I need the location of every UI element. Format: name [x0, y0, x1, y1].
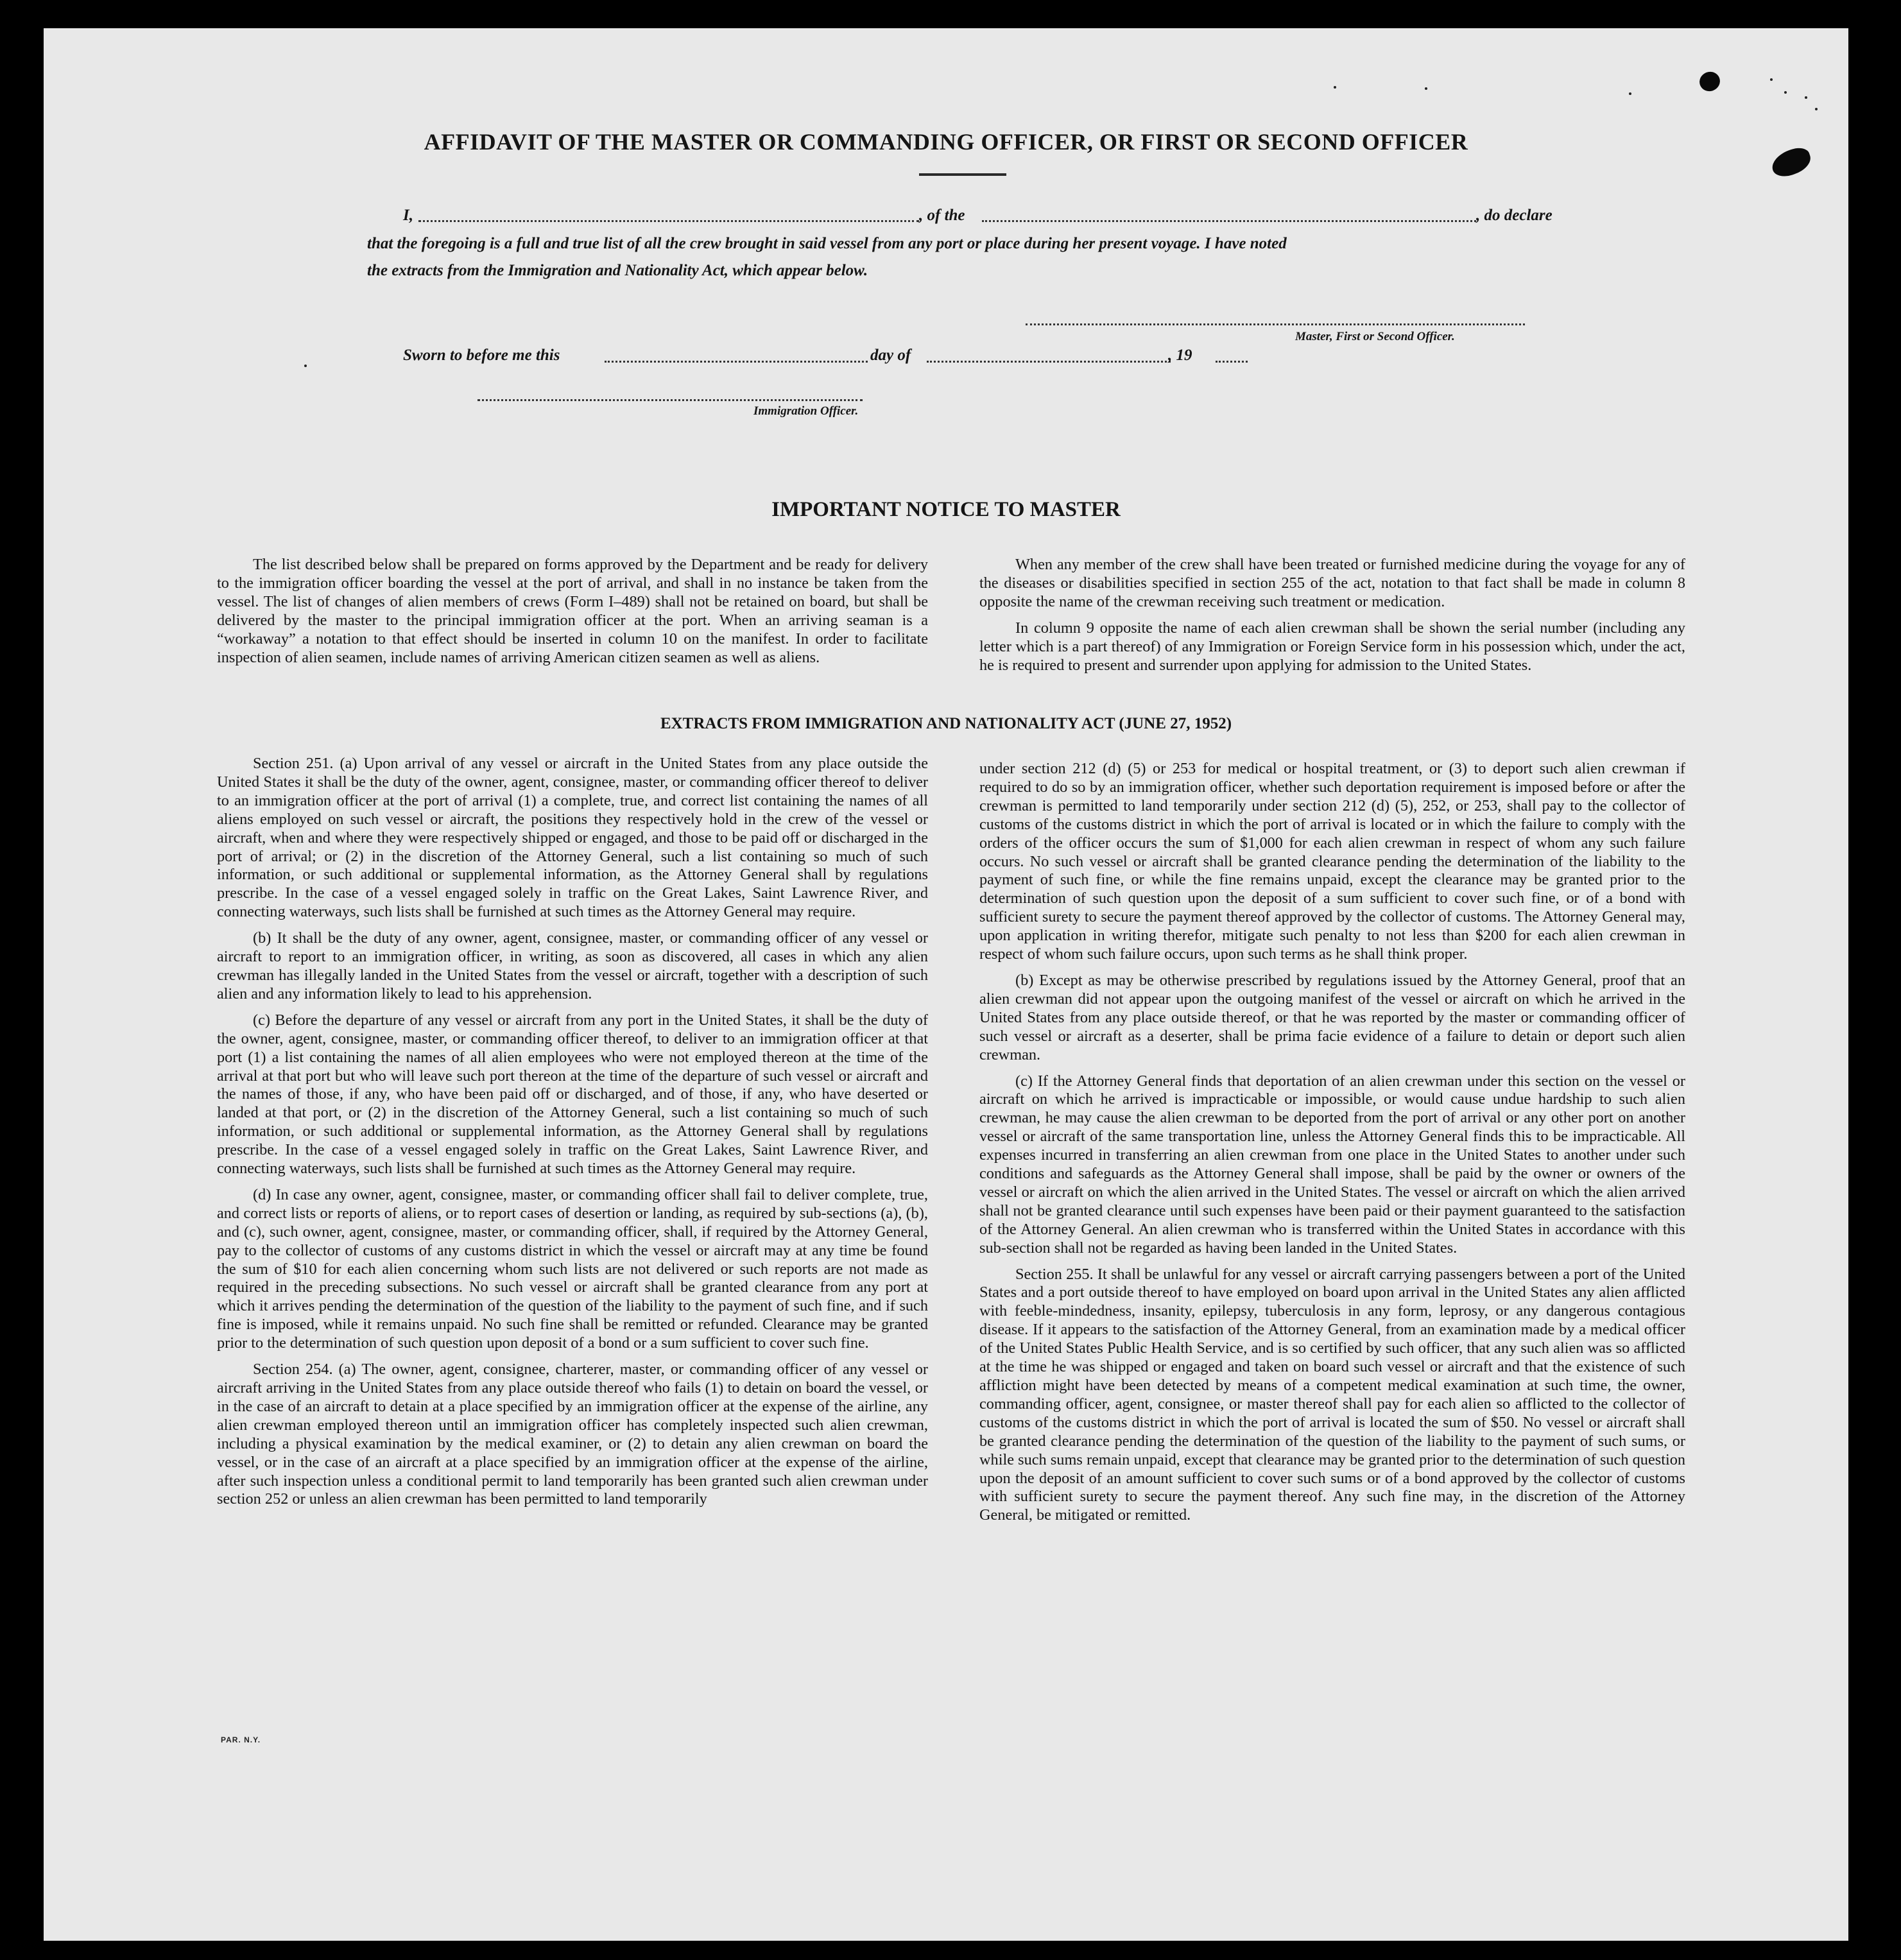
master-signature-label: Master, First or Second Officer. — [1295, 330, 1455, 343]
day-of-label: day of — [870, 347, 911, 364]
notice-paragraph: When any member of the crew shall have been treated or furnished medicine during the voyage for any of the diseases or disabilities specified in section 255 of the act, notation to that fact shall be made in column 8 opposite the name of the crewman receiving such treatment or medication. — [979, 556, 1685, 610]
declare-i-label: I, — [403, 207, 413, 224]
ink-speck — [1334, 86, 1336, 89]
year-label: , 19 — [1168, 347, 1192, 364]
ink-speck — [1770, 78, 1773, 81]
notice-title: IMPORTANT NOTICE TO MASTER — [771, 498, 1121, 521]
sworn-to-label: Sworn to before me this — [403, 347, 560, 364]
declaration-line-2: that the foregoing is a full and true list of all the crew brought in said vessel from any port or place during her present voyage. I have noted — [367, 235, 1287, 252]
sworn-day-field[interactable] — [605, 361, 868, 363]
printer-mark: PAR. N.Y. — [221, 1735, 261, 1744]
section-paragraph: Section 251. (a) Upon arrival of any vessel or aircraft in the United States from any place outside the United States it shall be the duty of the owner, agent, consignee, master, or commanding officer thereof to deliver to an immigration officer at the port of arrival (1) a complete, true, and correct list containing the names of all aliens employed on such vessel or aircraft, the positions they respectively hold in the crew of the vessel or aircraft, when and where they were respectively shipped or engaged, and those to be paid off or discharged in the port of arrival; or (2) in the discretion of the Attorney General, such a list containing so much of such information, or such additional or supplemental information, as the Attorney General shall by regulations prescribe. In the case of a vessel engaged solely in traffic on the Great Lakes, Saint Lawrence River, and connecting waterways, such lists shall be furnished at such times as the Attorney General may require. — [217, 755, 928, 921]
section-paragraph: under section 212 (d) (5) or 253 for medical or hospital treatment, or (3) to deport such alien crewman if required to do so by an immigration officer, whether such deportation requirement is imposed before or after the crewman is permitted to land temporarily under section 212 (d) (5), 252, or 253, shall pay to the collector of customs of the customs district in which the port of arrival is located or in which the failure to comply with the orders of the officer occurs the sum of $1,000 for each alien crewman in respect of whom any such failure occurs. No such vessel or aircraft shall be granted clearance pending the determination of the liability to the payment of such fine, or while the fine remains unpaid, except the clearance may be granted prior to the determination of such question upon the deposit of a sum sufficient to cover such fine, or of a bond with sufficient surety to secure the payment thereof approved by the collector of customs. The Attorney General may, upon application in writing therefor, mitigate such penalty to not less than $200 for each alien crewman in respect of whom such failure occurs, upon such terms as he shall think proper. — [979, 760, 1685, 963]
officer-signature-field[interactable] — [477, 399, 863, 401]
document-page — [44, 28, 1848, 1941]
declaration-line-3: the extracts from the Immigration and Nationality Act, which appear below. — [367, 262, 868, 279]
ink-speck — [304, 365, 307, 367]
officer-signature-label: Immigration Officer. — [753, 404, 859, 418]
notice-left-column — [217, 556, 928, 667]
extracts-left-column — [217, 755, 928, 1509]
affidavit-title: AFFIDAVIT OF THE MASTER OR COMMANDING OFFICER, OR FIRST OR SECOND OFFICER — [424, 129, 1468, 155]
ink-blot — [1697, 69, 1723, 94]
ink-speck — [1805, 96, 1807, 99]
sworn-month-field[interactable] — [927, 361, 1171, 363]
notice-paragraph: In column 9 opposite the name of each alien crewman shall be shown the serial number (including any letter which is a part thereof) of any Immigration or Foreign Service form in his possession which, under the act, he is required to present and surrender upon applying for admission to the United States. — [979, 619, 1685, 674]
section-paragraph: Section 255. It shall be unlawful for any vessel or aircraft carrying passengers between a port of the United States and a port outside thereof to have employed on board upon arrival in the United States any alien afflicted with feeble-mindedness, insanity, epilepsy, tuberculosis in any form, leprosy, or any dangerous contagious disease. If it appears to the satisfaction of the Attorney General, from an examination made by a medical officer of the United States Public Health Service, and is so certified by such officer, that any such alien was so afflicted at the time he was shipped or engaged and taken on board such vessel or aircraft and that the existence of such affliction might have been detected by means of a competent medical examination at such time, the owner, commanding officer, agent, consignee, or master thereof shall pay for each alien so afflicted to the collector of customs of the customs district in which the port of arrival is located the sum of $50. No vessel or aircraft shall be granted clearance pending the determination of the question of the liability to the payment of such sums, or while such sums remain unpaid, except that clearance may be granted prior to the determination of such question upon the deposit of an amount sufficient to cover such sums or of a bond approved by the collector of customs with sufficient surety to secure the payment thereof. Any such fine may, in the discretion of the Attorney General, be mitigated or remitted. — [979, 1265, 1685, 1524]
title-divider — [919, 173, 1006, 176]
notice-right-column — [979, 556, 1685, 675]
notice-paragraph: The list described below shall be prepared on forms approved by the Department and be ready for delivery to the immigration officer boarding the vessel at the port of arrival, and shall in no instance be taken from the vessel. The list of changes of alien members of crews (Form I–489) shall not be retained on board, but shall be delivered by the master to the principal immigration officer at the port. When an arriving seaman is a “workaway” a notation to that effect should be inserted in column 10 on the manifest. In order to facilitate inspection of alien seamen, include names of arriving American citizen seamen as well as aliens. — [217, 556, 928, 666]
ink-speck — [1815, 108, 1818, 110]
section-paragraph: (b) It shall be the duty of any owner, agent, consignee, master, or commanding officer of any vessel or aircraft to report to an immigration officer, in writing, as soon as discovered, all cases in which any alien crewman has illegally landed in the United States from the vessel or aircraft, together with a description of such alien and any information likely to lead to his apprehension. — [217, 929, 928, 1002]
sworn-year-field[interactable] — [1216, 361, 1248, 363]
master-signature-field[interactable] — [1026, 323, 1525, 325]
extracts-title: EXTRACTS FROM IMMIGRATION AND NATIONALITY ACT (JUNE 27, 1952) — [660, 715, 1232, 732]
section-paragraph: Section 254. (a) The owner, agent, consignee, charterer, master, or commanding officer of any vessel or aircraft arriving in the United States from any place outside thereof who fails (1) to detain on board the vessel, or in the case of an aircraft to detain at a place specified by an immigration officer at the expense of the airline, any alien crewman employed thereon until an immigration officer has completely inspected such alien crewman, including a physical examination by the medical examiner, or (2) to detain any alien crewman on board the vessel, or in the case of an aircraft at a place specified by an immigration officer at the expense of the airline, after such inspection unless a conditional permit to land temporarily has been granted such alien crewman under section 252 or unless an alien crewman has been permitted to land temporarily — [217, 1361, 928, 1508]
do-declare-label: , do declare — [1476, 207, 1553, 224]
section-paragraph: (c) Before the departure of any vessel or aircraft from any port in the United States, it shall be the duty of the owner, agent, consignee, master, or commanding officer thereof, to deliver to an immigration officer at that port (1) a list containing the names of all alien employees who were not employed thereon at the time of the arrival at that port but who will leave such port thereon at the time of the departure of such vessel or aircraft and the names of those, if any, who have been paid off or discharged, and of those, if any, who have deserted or landed at that port, or (2) in the discretion of the Attorney General, such a list containing so much of such information, or such additional or supplemental information, as the Attorney General shall by regulations prescribe. In the case of a vessel engaged solely in traffic on the Great Lakes, Saint Lawrence River, and connecting waterways, such lists shall be furnished at such times as the Attorney General may require. — [217, 1011, 928, 1178]
extracts-right-column — [979, 760, 1685, 1525]
section-paragraph: (d) In case any owner, agent, consignee, master, or commanding officer shall fail to deliver complete, true, and correct lists or reports of aliens, or to report cases of desertion or landing, as required by sub-sections (a), (b), and (c), such owner, agent, consignee, master, or commanding officer, shall, if required by the Attorney General, pay to the collector of customs of any customs district in which the vessel or aircraft may at any time be found the sum of $10 for each alien concerning whom such lists are not delivered or such reports are not made as required in the preceding subsections. No such vessel or aircraft shall be granted clearance from any port at which it arrives pending the determination of the question of the liability to the payment of such fine, and if such fine is imposed, while it remains unpaid. No such fine shall be remitted or refunded. Clearance may be granted prior to the determination of such question upon deposit of a bond or a sum sufficient to cover such fine. — [217, 1185, 928, 1352]
declarant-name-field[interactable] — [418, 220, 919, 222]
vessel-name-field[interactable] — [982, 220, 1476, 222]
ink-speck — [1629, 92, 1631, 95]
section-paragraph: (b) Except as may be otherwise prescribed by regulations issued by the Attorney General, proof that an alien crewman did not appear upon the outgoing manifest of the vessel or aircraft on which he arrived in the United States from any place outside thereof, or that he was reported by the master or commanding officer of such vessel or aircraft as a deserter, shall be prima facie evidence of a failure to detain or deport such alien crewman. — [979, 971, 1685, 1063]
ink-speck — [1425, 87, 1427, 90]
ink-speck — [1784, 91, 1787, 94]
of-the-label: , of the — [919, 207, 965, 224]
section-paragraph: (c) If the Attorney General finds that deportation of an alien crewman under this section on the vessel or aircraft on which he arrived is impracticable or impossible, or would cause undue hardship to such alien crewman, he may cause the alien crewman to be deported from the port of arrival or any other port on another vessel or aircraft of the same transportation line, unless the Attorney General finds this to be impracticable. All expenses incurred in transferring an alien crewman from one place in the United States to another under such conditions and safeguards as the Attorney General shall impose, shall be paid by the owner or owners of the vessel or aircraft on which the alien arrived in the United States. The vessel or aircraft on which the alien arrived shall not be granted clearance until such expenses have been paid or their payment guaranteed to the satisfaction of the Attorney General. An alien crewman who is transferred within the United States in accordance with this sub-section shall not be regarded as having been landed in the United States. — [979, 1072, 1685, 1257]
